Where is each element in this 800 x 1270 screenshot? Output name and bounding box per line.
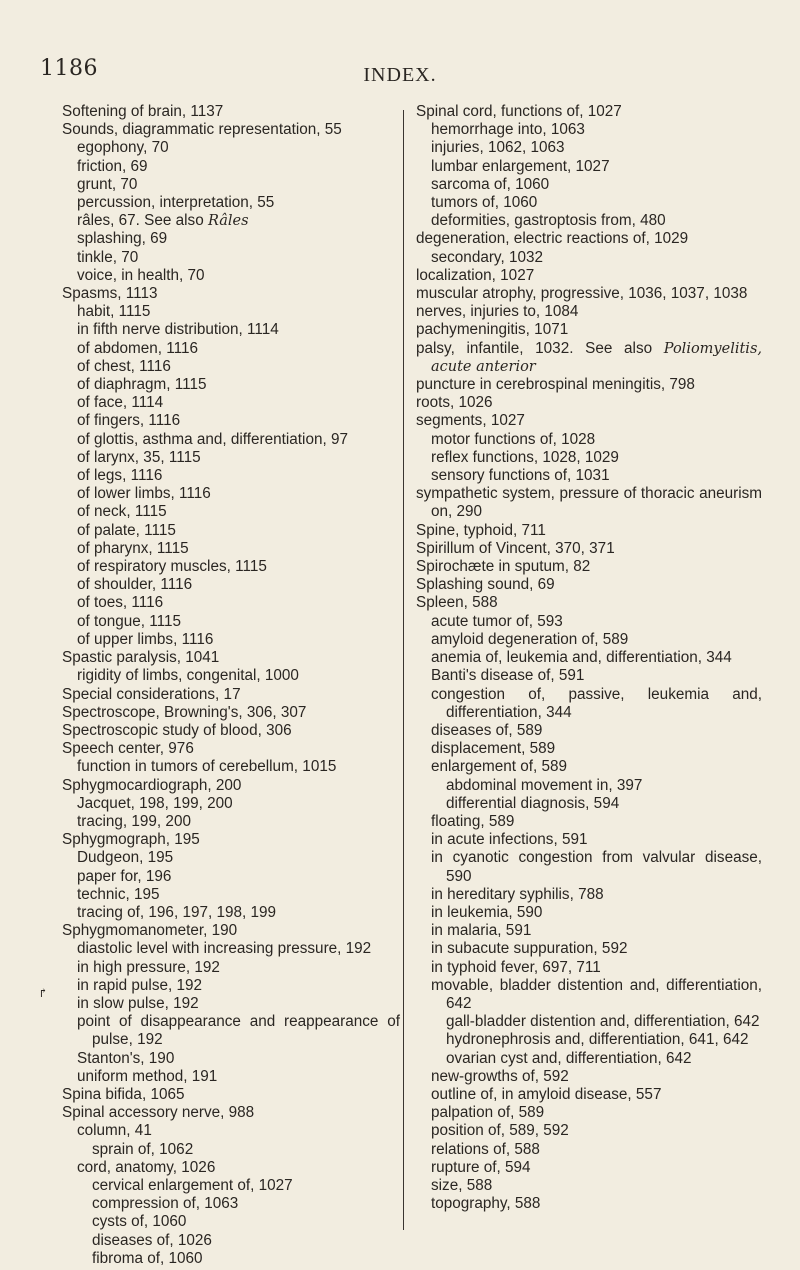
- index-subentry: [62, 868, 400, 886]
- entry-text: ovarian cyst and, differentiation, 642: [446, 1049, 692, 1067]
- index-subentry: [416, 1013, 762, 1031]
- index-entry: [62, 831, 400, 849]
- index-subentry: [62, 503, 400, 521]
- entry-text: in cyanotic congestion from valvular disease, 590: [431, 849, 762, 885]
- index-subentry: [416, 285, 762, 303]
- entry-text: amyloid degeneration of, 589: [431, 630, 629, 648]
- entry-text: Stanton's, 190: [77, 1049, 175, 1067]
- entry-text: degeneration, electric reactions of, 1029: [416, 230, 689, 248]
- index-subentry: [62, 249, 400, 267]
- index-entry: [62, 1104, 400, 1122]
- index-subentry: [416, 940, 762, 958]
- entry-text: segments, 1027: [416, 412, 525, 430]
- entry-text: hemorrhage into, 1063: [431, 121, 585, 139]
- running-head: INDEX.: [363, 64, 437, 86]
- index-subentry: [416, 1050, 762, 1068]
- entry-text: of neck, 1115: [77, 503, 167, 521]
- entry-text: Spectroscopic study of blood, 306: [62, 721, 292, 739]
- index-subentry: [62, 540, 400, 558]
- entry-text: in leukemia, 590: [431, 903, 543, 921]
- margin-mark-icon: ↱: [38, 986, 49, 1000]
- entry-text: rigidity of limbs, congenital, 1000: [77, 667, 299, 685]
- index-subentry: [416, 740, 762, 758]
- entry-text: abdominal movement in, 397: [446, 776, 643, 794]
- index-subentry: [416, 813, 762, 831]
- entry-text: tracing of, 196, 197, 198, 199: [77, 903, 277, 921]
- entry-text: outline of, in amyloid disease, 557: [431, 1085, 662, 1103]
- entry-text: of tongue, 1115: [77, 612, 182, 630]
- index-subentry: [62, 667, 400, 685]
- index-subentry: [416, 485, 762, 521]
- index-subentry: [62, 376, 400, 394]
- index-subentry: [416, 121, 762, 139]
- entry-text: displacement, 589: [431, 740, 556, 758]
- index-subentry: [416, 777, 762, 795]
- index-subentry: [416, 758, 762, 776]
- entry-text: deformities, gastroptosis from, 480: [431, 212, 666, 230]
- index-subentry: [416, 631, 762, 649]
- entry-text: of chest, 1116: [77, 357, 171, 375]
- index-subentry: [62, 467, 400, 485]
- index-subentry: [62, 1050, 400, 1068]
- entry-text: Spine, typhoid, 711: [416, 521, 546, 539]
- entry-text: cord, anatomy, 1026: [77, 1158, 216, 1176]
- entry-text: roots, 1026: [416, 394, 493, 412]
- index-entry: [62, 121, 400, 139]
- entry-text: Splashing sound, 69: [416, 576, 555, 594]
- index-subentry: [416, 1177, 762, 1195]
- entry-text: puncture in cerebrospinal meningitis, 798: [416, 376, 695, 394]
- index-entry: [62, 704, 400, 722]
- entry-text: compression of, 1063: [92, 1195, 239, 1213]
- entry-text: of diaphragm, 1115: [77, 376, 207, 394]
- entry-text: anemia of, leukemia and, differentiation, 344: [431, 649, 732, 667]
- entry-text: paper for, 196: [77, 867, 172, 885]
- entry-text: Softening of brain, 1137: [62, 103, 224, 120]
- index-subentry: [416, 831, 762, 849]
- entry-text: new-growths of, 592: [431, 1067, 569, 1085]
- entry-text: Spirillum of Vincent, 370, 371: [416, 539, 615, 557]
- entry-text: tinkle, 70: [77, 248, 139, 266]
- entry-text: cervical enlargement of, 1027: [92, 1176, 293, 1194]
- index-subentry: [416, 467, 762, 485]
- index-entry: [62, 922, 400, 940]
- entry-text: grunt, 70: [77, 175, 138, 193]
- index-entry: [62, 103, 400, 121]
- index-subentry: [62, 412, 400, 430]
- entry-text: differential diagnosis, 594: [446, 794, 620, 812]
- index-entry: [62, 722, 400, 740]
- entry-text: rupture of, 594: [431, 1158, 531, 1176]
- index-subentry: [416, 1122, 762, 1140]
- entry-text: Special considerations, 17: [62, 685, 241, 703]
- index-subentry: [416, 176, 762, 194]
- index-subentry: [416, 158, 762, 176]
- entry-text: in rapid pulse, 192: [77, 976, 203, 994]
- index-subentry: [416, 686, 762, 722]
- index-entry: [62, 777, 400, 795]
- entry-text: Speech center, 976: [62, 740, 194, 758]
- entry-text: size, 588: [431, 1176, 493, 1194]
- index-subentry: [416, 613, 762, 631]
- entry-text: in slow pulse, 192: [77, 994, 199, 1012]
- index-entry: [62, 1086, 400, 1104]
- index-subentry: [62, 212, 400, 230]
- index-column-right: [416, 103, 762, 1213]
- entry-text: Banti's disease of, 591: [431, 667, 585, 685]
- index-subentry: [62, 1195, 400, 1213]
- entry-text: uniform method, 191: [77, 1067, 218, 1085]
- index-subentry: [62, 940, 400, 958]
- index-subentry: [62, 358, 400, 376]
- index-subentry: [416, 139, 762, 157]
- index-subentry: [416, 412, 762, 430]
- index-entry: [416, 576, 762, 594]
- index-subentry: [62, 1141, 400, 1159]
- index-subentry: [416, 849, 762, 885]
- index-subentry: [416, 886, 762, 904]
- index-subentry: [416, 904, 762, 922]
- index-subentry: [416, 1031, 762, 1049]
- entry-text: Spina bifida, 1065: [62, 1085, 185, 1103]
- entry-text: relations of, 588: [431, 1140, 540, 1158]
- index-subentry: [416, 959, 762, 977]
- entry-text: in typhoid fever, 697, 711: [431, 958, 601, 976]
- entry-text: gall-bladder distention and, differentiation, 642: [446, 1013, 760, 1031]
- index-subentry: [416, 449, 762, 467]
- index-subentry: [62, 267, 400, 285]
- index-subentry: [62, 977, 400, 995]
- entry-text: in fifth nerve distribution, 1114: [77, 321, 279, 339]
- column-divider: [403, 110, 404, 1230]
- index-entry: [62, 285, 400, 303]
- index-subentry: [416, 194, 762, 212]
- index-subentry: [62, 485, 400, 503]
- index-subentry: [416, 340, 762, 376]
- entry-text: splashing, 69: [77, 230, 168, 248]
- index-subentry: [62, 303, 400, 321]
- page-number: 1186: [40, 56, 98, 81]
- entry-text: injuries, 1062, 1063: [431, 139, 565, 157]
- entry-text: Spirochæte in sputum, 82: [416, 558, 591, 576]
- index-subentry: [62, 995, 400, 1013]
- index-subentry: [62, 431, 400, 449]
- entry-text: of pharynx, 1115: [77, 539, 189, 557]
- entry-text: pachymeningitis, 1071: [416, 321, 569, 339]
- index-subentry: [62, 449, 400, 467]
- index-subentry: [416, 394, 762, 412]
- entry-text: Spleen, 588: [416, 594, 498, 612]
- index-subentry: [62, 1013, 400, 1049]
- entry-text: Jacquet, 198, 199, 200: [77, 794, 233, 812]
- entry-text: enlargement of, 589: [431, 758, 568, 776]
- index-entry: [62, 649, 400, 667]
- entry-text: hydronephrosis and, differentiation, 641, 642: [446, 1031, 749, 1049]
- entry-text: Spectroscope, Browning's, 306, 307: [62, 703, 307, 721]
- entry-text: Sphygmomanometer, 190: [62, 922, 238, 940]
- entry-text: nerves, injuries to, 1084: [416, 303, 579, 321]
- entry-text: of face, 1114: [77, 394, 164, 412]
- entry-text: acute tumor of, 593: [431, 612, 563, 630]
- index-subentry: [62, 631, 400, 649]
- entry-text: in acute infections, 591: [431, 831, 588, 849]
- index-subentry: [62, 613, 400, 631]
- entry-text: of toes, 1116: [77, 594, 164, 612]
- entry-text: movable, bladder distention and, differentiation, 642: [431, 976, 762, 1012]
- entry-text: diseases of, 1026: [92, 1231, 212, 1249]
- entry-cross-reference: Râles: [207, 213, 249, 230]
- entry-text: Dudgeon, 195: [77, 849, 174, 867]
- entry-text: in subacute suppuration, 592: [431, 940, 628, 958]
- index-subentry: [62, 904, 400, 922]
- index-subentry: [416, 1195, 762, 1213]
- entry-text: of respiratory muscles, 1115: [77, 558, 267, 576]
- entry-text: of lower limbs, 1116: [77, 485, 211, 503]
- index-subentry: [62, 321, 400, 339]
- index-subentry: [62, 394, 400, 412]
- index-subentry: [62, 1250, 400, 1268]
- index-subentry: [62, 340, 400, 358]
- entry-text: râles, 67. See also: [77, 212, 208, 230]
- entry-text: congestion of, passive, leukemia and, differentiation, 344: [431, 685, 762, 721]
- entry-text: Spasms, 1113: [62, 285, 158, 303]
- index-subentry: [62, 594, 400, 612]
- index-subentry: [416, 977, 762, 1013]
- entry-text: of larynx, 35, 1115: [77, 448, 201, 466]
- entry-text: topography, 588: [431, 1195, 541, 1213]
- index-subentry: [62, 1177, 400, 1195]
- index-subentry: [416, 1068, 762, 1086]
- index-subentry: [62, 1122, 400, 1140]
- index-subentry: [62, 813, 400, 831]
- entry-text: of palate, 1115: [77, 521, 176, 539]
- entry-text: in high pressure, 192: [77, 958, 220, 976]
- entry-text: secondary, 1032: [431, 248, 543, 266]
- entry-text: palsy, infantile, 1032. See also: [416, 339, 664, 357]
- entry-text: of fingers, 1116: [77, 412, 181, 430]
- entry-text: Sphygmograph, 195: [62, 831, 200, 849]
- entry-text: localization, 1027: [416, 266, 535, 284]
- index-subentry: [416, 267, 762, 285]
- index-subentry: [62, 886, 400, 904]
- entry-text: of shoulder, 1116: [77, 576, 193, 594]
- index-subentry: [62, 1213, 400, 1231]
- index-subentry: [62, 849, 400, 867]
- entry-text: friction, 69: [77, 157, 148, 175]
- entry-text: tumors of, 1060: [431, 194, 538, 212]
- index-subentry: [62, 959, 400, 977]
- index-subentry: [62, 758, 400, 776]
- index-subentry: [62, 1159, 400, 1177]
- entry-text: egophony, 70: [77, 139, 169, 157]
- entry-text: diseases of, 589: [431, 721, 543, 739]
- index-subentry: [416, 1159, 762, 1177]
- index-subentry: [62, 194, 400, 212]
- entry-text: Sphygmocardiograph, 200: [62, 776, 242, 794]
- entry-text: in hereditary syphilis, 788: [431, 885, 604, 903]
- entry-text: of glottis, asthma and, differentiation, 97: [77, 430, 348, 448]
- index-subentry: [416, 230, 762, 248]
- index-subentry: [416, 667, 762, 685]
- index-entry: [416, 594, 762, 612]
- index-subentry: [416, 922, 762, 940]
- index-subentry: [416, 1104, 762, 1122]
- index-subentry: [416, 722, 762, 740]
- index-subentry: [62, 139, 400, 157]
- index-entry: [416, 522, 762, 540]
- entry-text: percussion, interpretation, 55: [77, 194, 275, 212]
- index-entry: [416, 558, 762, 576]
- index-subentry: [416, 249, 762, 267]
- index-subentry: [416, 321, 762, 339]
- index-subentry: [62, 522, 400, 540]
- entry-text: of legs, 1116: [77, 467, 163, 485]
- index-subentry: [416, 303, 762, 321]
- index-subentry: [62, 230, 400, 248]
- entry-cross-reference: Poliomyelitis, acute anterior: [431, 340, 762, 375]
- index-subentry: [62, 1068, 400, 1086]
- entry-text: cysts of, 1060: [92, 1213, 187, 1231]
- index-subentry: [62, 576, 400, 594]
- index-subentry: [62, 1232, 400, 1250]
- index-subentry: [416, 431, 762, 449]
- entry-text: Spinal cord, functions of, 1027: [416, 103, 622, 120]
- index-subentry: [62, 558, 400, 576]
- entry-text: sympathetic system, pressure of thoracic aneurism on, 290: [416, 485, 762, 521]
- entry-text: tracing, 199, 200: [77, 812, 191, 830]
- entry-text: function in tumors of cerebellum, 1015: [77, 758, 337, 776]
- entry-text: voice, in health, 70: [77, 266, 205, 284]
- entry-text: fibroma of, 1060: [92, 1249, 203, 1267]
- index-column-left: [62, 103, 400, 1268]
- index-subentry: [416, 1141, 762, 1159]
- entry-text: habit, 1115: [77, 303, 151, 321]
- entry-text: in malaria, 591: [431, 922, 532, 940]
- entry-text: sarcoma of, 1060: [431, 175, 550, 193]
- entry-text: technic, 195: [77, 885, 160, 903]
- index-subentry: [62, 795, 400, 813]
- index-subentry: [416, 649, 762, 667]
- entry-text: motor functions of, 1028: [431, 430, 596, 448]
- entry-text: point of disappearance and reappearance of pulse, 192: [77, 1013, 400, 1049]
- index-subentry: [416, 1086, 762, 1104]
- index-entry: [62, 686, 400, 704]
- entry-text: Spastic paralysis, 1041: [62, 649, 220, 667]
- index-subentry: [62, 158, 400, 176]
- entry-text: position of, 589, 592: [431, 1122, 569, 1140]
- entry-text: column, 41: [77, 1122, 152, 1140]
- index-entry: [62, 740, 400, 758]
- entry-text: Sounds, diagrammatic representation, 55: [62, 121, 342, 139]
- entry-text: of upper limbs, 1116: [77, 630, 214, 648]
- index-subentry: [416, 376, 762, 394]
- entry-text: lumbar enlargement, 1027: [431, 157, 610, 175]
- index-subentry: [416, 795, 762, 813]
- entry-text: reflex functions, 1028, 1029: [431, 448, 619, 466]
- entry-text: sprain of, 1062: [92, 1140, 194, 1158]
- index-entry: [416, 212, 762, 230]
- entry-text: muscular atrophy, progressive, 1036, 1037, 1038: [416, 285, 748, 303]
- index-entry: [416, 540, 762, 558]
- entry-text: of abdomen, 1116: [77, 339, 199, 357]
- entry-text: sensory functions of, 1031: [431, 467, 610, 485]
- entry-text: diastolic level with increasing pressure, 192: [77, 940, 372, 958]
- index-subentry: [62, 176, 400, 194]
- entry-text: floating, 589: [431, 812, 515, 830]
- entry-text: Spinal accessory nerve, 988: [62, 1104, 255, 1122]
- index-entry: [416, 103, 762, 121]
- entry-text: palpation of, 589: [431, 1104, 545, 1122]
